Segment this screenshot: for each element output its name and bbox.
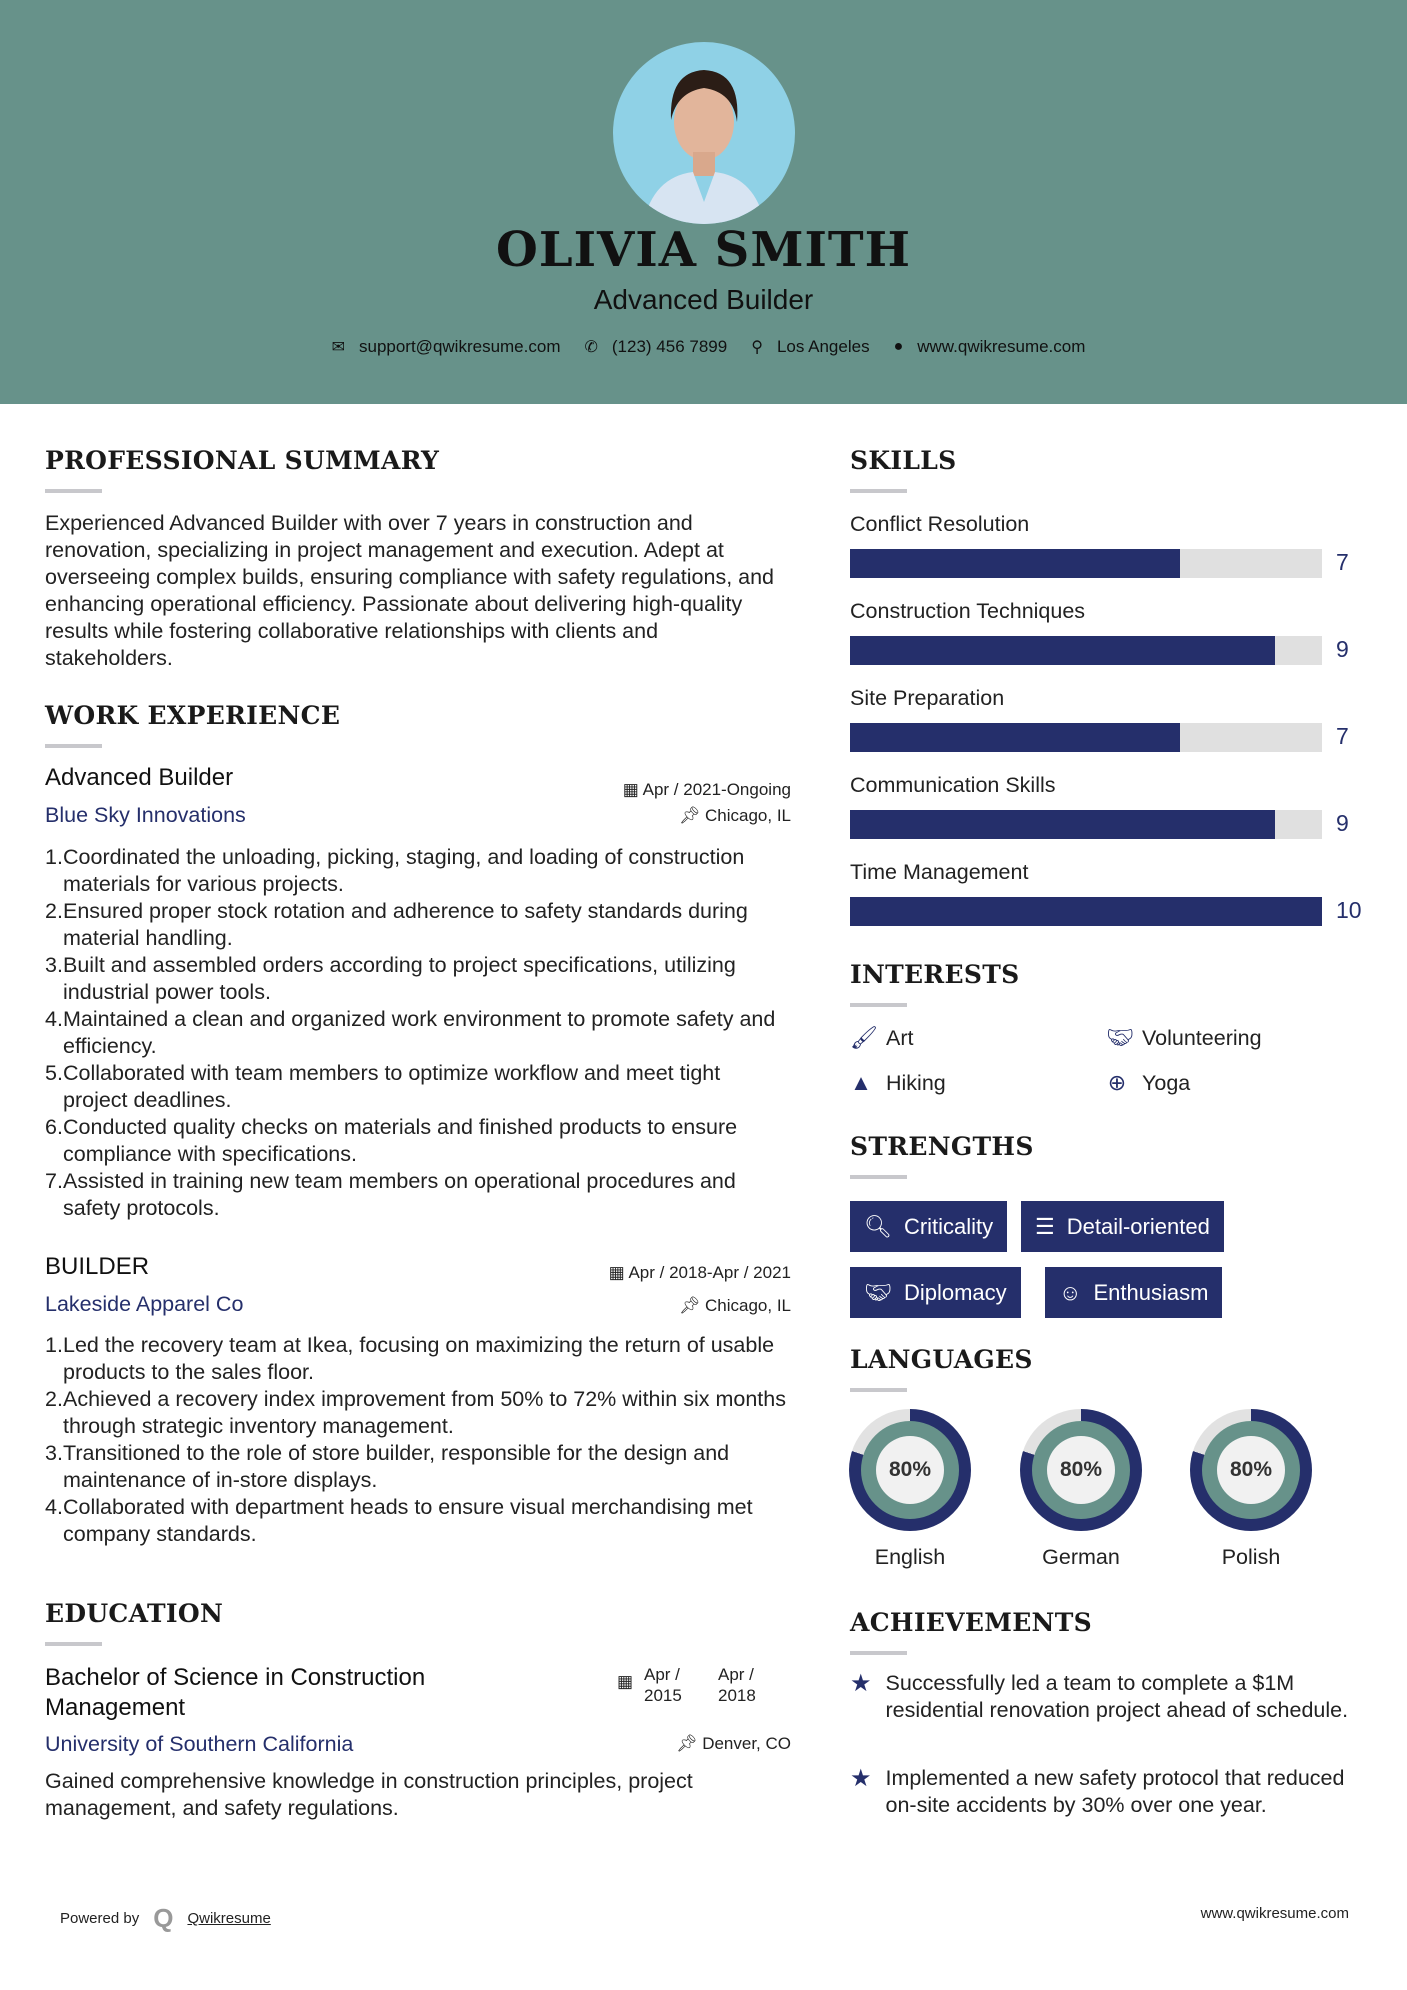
skill-bar-fill [850, 897, 1322, 926]
pin-icon: 📌︎ [675, 1734, 703, 1753]
section-heading-languages: LANGUAGES [850, 1345, 1033, 1374]
job-title: BUILDER [45, 1253, 150, 1280]
job-title: Advanced Builder [45, 764, 234, 791]
star-icon: ★ [850, 1670, 872, 1697]
section-heading-strengths: STRENGTHS [850, 1132, 1034, 1161]
phone: (123) 456 7899 [611, 337, 728, 356]
heading-underline [45, 744, 102, 748]
heading-underline [850, 1388, 907, 1392]
strength-badge: 🔍︎ Criticality [850, 1201, 1007, 1252]
section-heading-education: EDUCATION [45, 1599, 224, 1628]
footer-website[interactable]: www.qwikresume.com [1200, 1905, 1349, 1922]
section-heading-achievements: ACHIEVEMENTS [850, 1608, 1092, 1637]
language-donut: 80% [849, 1409, 971, 1531]
job-location: 📌︎ Chicago, IL [678, 1296, 791, 1315]
footer-powered: Powered by Q Qwikresume [60, 1903, 271, 1933]
job-company: Blue Sky Innovations [45, 803, 246, 827]
list-item: 3. Built and assembled orders according to project specifications, utilizing industrial power tools. [45, 953, 736, 1004]
job-bullets [45, 1332, 795, 1548]
skill-bar-fill [850, 723, 1180, 752]
heading-underline [850, 1003, 907, 1007]
education-description: Gained comprehensive knowledge in construction principles, project management, and safety regulations. [45, 1769, 693, 1820]
strength-badge: ☺ Enthusiasm [1045, 1267, 1222, 1318]
smile-icon: ☺ [1059, 1279, 1082, 1305]
pin-icon: 📌︎ [678, 1296, 705, 1315]
summary-text: Experienced Advanced Builder with over 7 years in construction and renovation, specializing in project management and execution. Adept at overseeing complex builds, ensuring compliance with safety regulations, and enhancing operational efficiency. Passionate about delivering high-quality results while fostering collaborative relationships with clients and stakeholders. [45, 511, 775, 670]
skill-bar [850, 810, 1322, 839]
list-item: 2. Achieved a recovery index improvement from 50% to 72% within six months through strategic inventory management. [45, 1387, 786, 1438]
skill-bar [850, 549, 1322, 578]
list-item: 3. Transitioned to the role of store builder, responsible for the design and maintenance of in-store displays. [45, 1441, 730, 1492]
job-bullets [45, 844, 785, 1222]
job-location: 📌︎ Chicago, IL [678, 806, 791, 825]
interest-volunteering: 🤝︎ Volunteering [1106, 1025, 1262, 1050]
skill-name: Time Management [850, 860, 1029, 884]
job-dates: ▦ Apr / 2021-Ongoing [622, 780, 791, 799]
heading-underline [45, 489, 102, 493]
skill-name: Site Preparation [850, 686, 1005, 710]
skill-bar [850, 723, 1322, 752]
heading-underline [850, 489, 907, 493]
skill-bar-fill [850, 636, 1275, 665]
skill-name: Construction Techniques [850, 599, 1086, 623]
job-company: Lakeside Apparel Co [45, 1292, 244, 1316]
list-item: 5. Collaborated with team members to optimize workflow and meet tight project deadlines. [45, 1061, 721, 1112]
language-name: English [874, 1545, 946, 1569]
section-heading-experience: WORK EXPERIENCE [45, 701, 341, 730]
envelope-icon: ✉ [331, 339, 345, 356]
job-dates: ▦ Apr / 2018-Apr / 2021 [608, 1263, 791, 1282]
achievement-item: ★ Implemented a new safety protocol that reduced on-site accidents by 30% over one year. [850, 1765, 1345, 1817]
skill-name: Conflict Resolution [850, 512, 1030, 536]
calendar-icon: ▦ [622, 780, 643, 799]
language-name: Polish [1221, 1545, 1281, 1569]
skill-value: 10 [1336, 897, 1362, 923]
list-icon: ☰ [1035, 1213, 1055, 1239]
list-item: 4. Collaborated with department heads to ensure visual merchandising met company standards. [45, 1495, 753, 1546]
skill-value: 9 [1336, 636, 1349, 662]
school: University of Southern California [45, 1732, 354, 1756]
handshake-icon: 🤝︎ [1106, 1025, 1134, 1050]
list-item: 6. Conducted quality checks on materials and finished products to ensure compliance with specifications. [45, 1115, 738, 1166]
language-name: German [1042, 1545, 1120, 1569]
education-end: Apr / 2018 [718, 1665, 756, 1705]
globe-icon: ● [893, 338, 904, 355]
education-location: 📌︎ Denver, CO [675, 1734, 791, 1753]
phone-icon: ✆ [584, 339, 598, 356]
strength-badge: 🤝︎ Diplomacy [850, 1267, 1021, 1318]
skill-bar [850, 636, 1322, 665]
strength-badge: ☰ Detail-oriented [1021, 1201, 1224, 1252]
interest-yoga: ⊕ Yoga [1107, 1070, 1191, 1095]
section-heading-summary: PROFESSIONAL SUMMARY [45, 446, 440, 475]
interest-art: 🖌︎ Art [850, 1025, 914, 1050]
achievement-item: ★ Successfully led a team to complete a $1M residential renovation project ahead of schedule. [850, 1670, 1349, 1722]
skill-bar [850, 897, 1322, 926]
language-donut: 80% [1020, 1409, 1142, 1531]
map-marker-icon: ⚲ [751, 339, 763, 356]
calendar-icon: ▦ [608, 1263, 629, 1282]
email[interactable]: support@qwikresume.com [358, 337, 561, 356]
heading-underline [45, 1642, 102, 1646]
pin-icon: 📌︎ [678, 806, 705, 825]
paintbrush-icon: 🖌︎ [850, 1025, 878, 1050]
search-icon: 🔍︎ [864, 1213, 892, 1239]
section-heading-interests: INTERESTS [850, 960, 1020, 989]
skill-bar-fill [850, 810, 1275, 839]
education-start: Apr / 2015 [644, 1665, 682, 1705]
list-item: 7. Assisted in training new team members on operational procedures and safety protocols. [45, 1169, 736, 1220]
section-heading-skills: SKILLS [850, 446, 957, 475]
list-item: 4. Maintained a clean and organized work environment to promote safety and efficiency. [45, 1007, 776, 1058]
list-item: 1. Coordinated the unloading, picking, staging, and loading of construction materials for various projects. [45, 845, 745, 896]
candidate-name: OLIVIA SMITH [496, 222, 911, 278]
contact-bar [0, 337, 1407, 357]
heading-underline [850, 1175, 907, 1179]
language-donut: 80% [1190, 1409, 1312, 1531]
qwikresume-logo-icon: Q [153, 1903, 174, 1933]
website[interactable]: www.qwikresume.com [917, 337, 1086, 356]
brand-link[interactable]: Qwikresume [187, 1910, 271, 1927]
skill-bar-fill [850, 549, 1180, 578]
star-icon: ★ [850, 1765, 872, 1792]
degree: Bachelor of Science in Construction Management [45, 1664, 426, 1721]
heading-underline [850, 1651, 907, 1655]
tree-icon: ▲ [850, 1070, 872, 1095]
skill-value: 7 [1336, 723, 1349, 749]
skill-value: 7 [1336, 549, 1349, 575]
interest-hiking: ▲ Hiking [850, 1070, 946, 1095]
handshake-icon: 🤝︎ [864, 1279, 892, 1305]
skill-value: 9 [1336, 810, 1349, 836]
list-item: 1. Led the recovery team at Ikea, focusing on maximizing the return of usable products to the sales floor. [45, 1333, 775, 1384]
avatar [613, 42, 795, 224]
candidate-title: Advanced Builder [593, 284, 814, 315]
location: Los Angeles [776, 337, 870, 356]
life-ring-icon: ⊕ [1107, 1070, 1127, 1095]
list-item: 2. Ensured proper stock rotation and adherence to safety standards during material handling. [45, 899, 748, 950]
calendar-icon: ▦ [617, 1672, 634, 1691]
skill-name: Communication Skills [850, 773, 1056, 797]
